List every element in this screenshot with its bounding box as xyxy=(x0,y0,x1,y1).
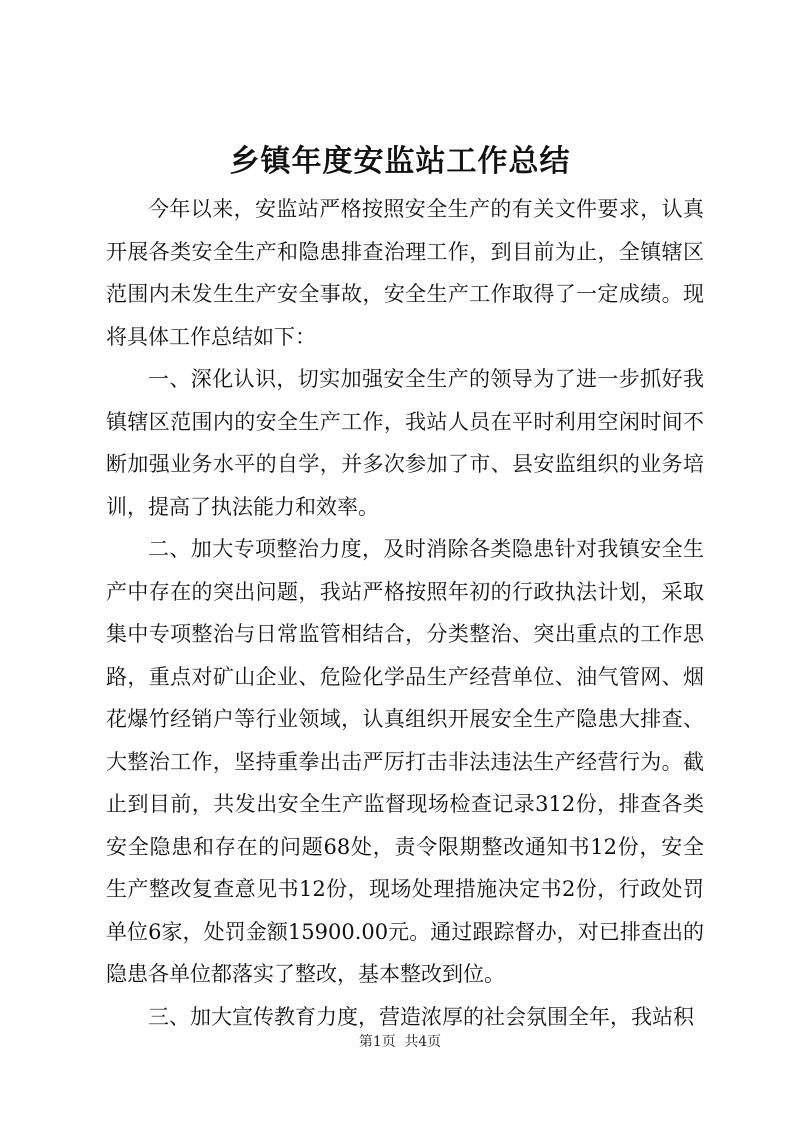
paragraph-intro: 今年以来，安监站严格按照安全生产的有关文件要求，认真开展各类安全生产和隐患排查治理工作，到目前为止，全镇辖区范围内未发生生产安全事故，安全生产工作取得了一定成绩。现将具体工作总结如下： xyxy=(106,197,704,349)
page-number: 第1页 xyxy=(358,1034,396,1050)
page-total: 共4页 xyxy=(404,1034,442,1050)
paragraph-section-2: 二、加大专项整治力度，及时消除各类隐患针对我镇安全生产中存在的突出问题，我站严格按照年初的行政执法计划，采取集中专项整治与日常监管相结合，分类整治、突出重点的工作思路，重点对矿山企业、危险化学品生产经营单位、油气管网、烟花爆竹经销户等行业领域，认真组织开展安全生产隐患大排查、大整治工作，坚持重拳出击严厉打击非法违法生产经营行为。截止到目前，共发出安全生产监督现场检查记录312份，排查各类安全隐患和存在的问题68处，责令限期整改通知书12份，安全生产整改复查意见书12份，现场处理措施决定书2份，行政处罚单位6家，处罚金额15900.00元。通过跟踪督办，对已排查出的隐患各单位都落实了整改，基本整改到位。 xyxy=(106,537,704,986)
paragraph-section-3: 三、加大宣传教育力度，营造浓厚的社会氛围全年，我站积 xyxy=(148,1004,694,1029)
page-footer xyxy=(0,1032,800,1052)
paragraph-section-1: 一、深化认识，切实加强安全生产的领导为了进一步抓好我镇辖区范围内的安全生产工作，我站人员在平时利用空闲时间不断加强业务水平的自学，并多次参加了市、县安监组织的业务培训，提高了执法能力和效率。 xyxy=(106,367,704,519)
document-body xyxy=(106,188,704,1038)
document-title: 乡镇年度安监站工作总结 xyxy=(229,144,571,179)
